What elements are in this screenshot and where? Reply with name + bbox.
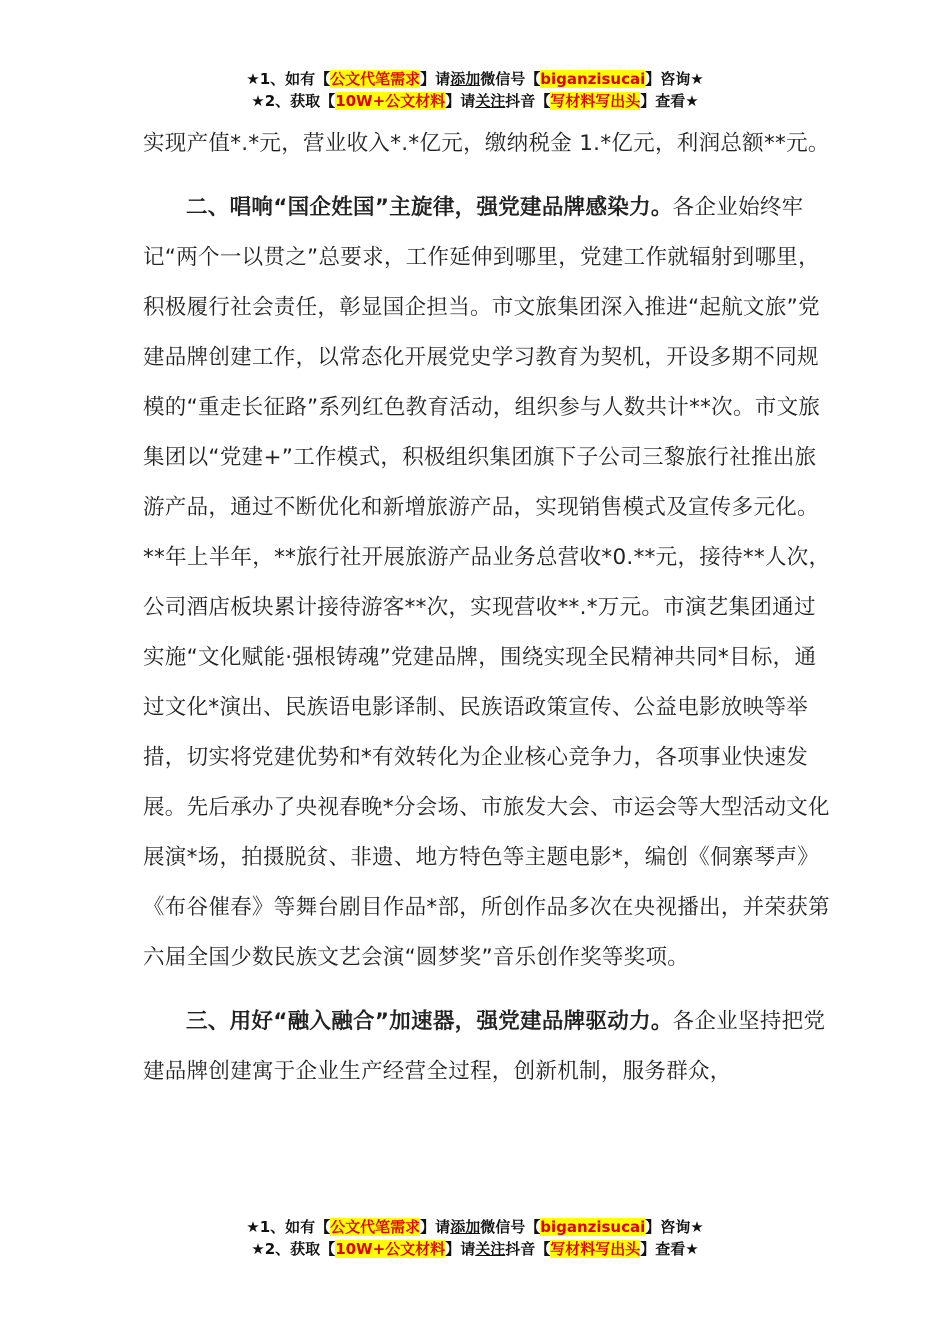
highlight-materials: 10W+公文材料	[335, 1240, 446, 1258]
highlight-wechat-id: biganzisucai	[540, 1218, 646, 1236]
highlight-materials: 10W+公文材料	[335, 92, 446, 110]
header-banner	[0, 68, 950, 112]
document-body	[143, 119, 831, 1097]
highlight-service: 公文代笔需求	[330, 70, 421, 88]
paragraph-2: 二、唱响“国企姓国”主旋律，强党建品牌感染力。各企业始终牢记“两个一以贯之”总要求，工作延伸到哪里，党建工作就辐射到哪里，积极履行社会责任，彰显国企担当。市文旅集团深入推进“起航文旅”党建品牌创建工作，以常态化开展党史学习教育为契机，开设多期不同规模的“重走长征路”系列红色教育活动，组织参与人数共计**次。市文旅集团以“党建+”工作模式，积极组织集团旗下子公司三黎旅行社推出旅游产品，通过不断优化和新增旅游产品，实现销售模式及宣传多元化。**年上半年，**旅行社开展旅游产品业务总营收*0.**元，接待**人次，公司酒店板块累计接待游客**次，实现营收**.*万元。市演艺集团通过实施“文化赋能·强根铸魂”党建品牌，围绕实现全民精神共同*目标，通过文化*演出、民族语电影译制、民族语政策宣传、公益电影放映等举措，切实将党建优势和*有效转化为企业核心竞争力，各项事业快速发展。先后承办了央视春晚*分会场、市旅发大会、市运会等大型活动文化展演*场，拍摄脱贫、非遗、地方特色等主题电影*，编创《侗寨琴声》《布谷催春》等舞台剧目作品*部，所创作品多次在央视播出，并荣获第六届全国少数民族文艺会演“圆梦奖”音乐创作奖等奖项。	[143, 195, 831, 970]
section-heading-3: 三、用好“融入融合”加速器，强党建品牌驱动力。	[186, 1009, 673, 1034]
paragraph-3: 三、用好“融入融合”加速器，强党建品牌驱动力。各企业坚持把党建品牌创建寓于企业生产经营全过程，创新机制，服务群众，	[143, 1009, 826, 1084]
paragraph-1: 实现产值*.*元，营业收入*.*亿元，缴纳税金 1.*亿元，利润总额**元。	[143, 131, 830, 156]
banner-line-2: ★2、获取【10W+公文材料】请关注抖音【写材料写出头】查看★	[251, 92, 699, 110]
highlight-douyin: 写材料写出头	[550, 1240, 641, 1258]
highlight-wechat-id: biganzisucai	[540, 70, 646, 88]
footer-banner	[0, 1216, 950, 1260]
section-heading-2: 二、唱响“国企姓国”主旋律，强党建品牌感染力。	[186, 195, 673, 220]
banner-line-2: ★2、获取【10W+公文材料】请关注抖音【写材料写出头】查看★	[251, 1240, 699, 1258]
highlight-douyin: 写材料写出头	[550, 92, 641, 110]
highlight-service: 公文代笔需求	[330, 1218, 421, 1236]
banner-line-1: ★1、如有【公文代笔需求】请添加微信号【biganzisucai】咨询★	[246, 1218, 704, 1236]
banner-line-1: ★1、如有【公文代笔需求】请添加微信号【biganzisucai】咨询★	[246, 70, 704, 88]
